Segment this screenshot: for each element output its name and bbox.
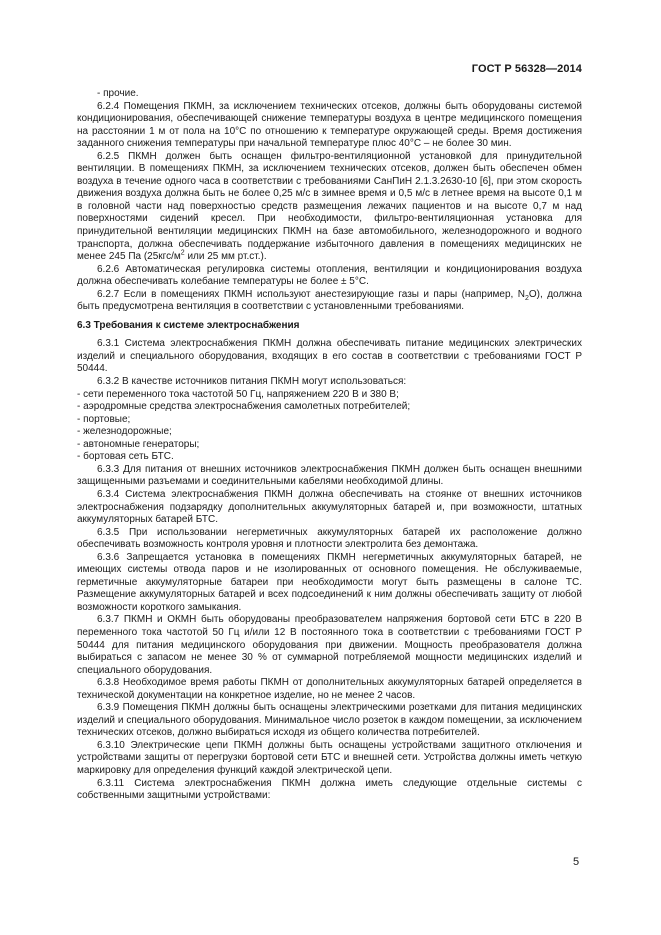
superscript: 2 [180,249,185,257]
standard-header: ГОСТ Р 56328—2014 [471,63,582,75]
list-item: - автономные генераторы; [77,438,200,450]
paragraph-text: 6.2.5 ПКМН должен быть оснащен фильтро-вентиляционной установкой для принудительной вентиляции. В помещениях ПКМН, за исключением технических отсеков, должен быть обеспечен обмен воздуха в течение одного часа в соответствии с требованиями СанПиН 2.1.3.2630-10 [6], при этом скорость движения воздуха должна быть не более 0,25 м/с в зимнее время и 0,5 м/с в летнее время на высоте 0,1 м в головной части над поверхностью средств размещения лежачих пациентов и на высоте 0,7 м над поверхностями сидений кресел. При необходимости, фильтро-вентиляционная установка для принудительной вентиляции медицинских ПКМН на базе автомобильного, железнодорожного и водного транспорта, должна обеспечивать поддержание избыточного давления в помещениях медицинских не менее 245 Па (25кгс/м [77,150,582,263]
paragraph-text: 6.2.7 Если в помещениях ПКМН используют анестезирующие газы и пары (например, N [97,288,525,300]
paragraph-6-3-2: 6.3.2 В качестве источников питания ПКМН могут использоваться: [97,376,407,388]
paragraph-text: или 25 мм рт.ст.). [184,251,267,263]
list-item: - сети переменного тока частотой 50 Гц, напряжением 220 В и 380 В; [77,388,399,400]
paragraph-6-3-6: 6.3.6 Запрещается установка в помещениях ПКМН негерметичных аккумуляторных батарей, не имеющих системы отвода паров и не изолированных от основного помещения. Не обслуживаемые, герметичные аккумуляторные батареи при необходимости могут быть размещены в салоне ТС. Размещение аккумуляторных батарей и всех подсоединений к ним должны обеспечивать защиту от любой возможности короткого замыкания. [77,551,582,613]
list-item: - портовые; [77,413,131,425]
paragraph-text: O), должна быть предусмотрена вентиляция в соответствии с установленными требованиями. [77,288,582,313]
paragraph-6-2-5 [77,151,582,264]
paragraph-6-3-8: 6.3.8 Необходимое время работы ПКМН от дополнительных аккумуляторных батарей определяется в технической документации на конкретное изделие, но не менее 2 часов. [77,677,582,701]
list-item: - аэродромные средства электроснабжения самолетных потребителей; [77,401,411,413]
subscript: 2 [524,294,529,302]
paragraph-6-3-3: 6.3.3 Для питания от внешних источников электроснабжения ПКМН должен быть оснащен внешними защищенными разъемами и соединительными кабелями необходимой длины. [77,463,582,488]
list-item: - железнодорожные; [77,426,172,438]
paragraph-6-3-10: 6.3.10 Электрические цепи ПКМН должны быть оснащены устройствами защитного отключения и устройствами защиты от перегрузки бортовой сети БТС и внешней сети. Устройства должны иметь четкую маркировку для определения функций каждой электрической цепи. [77,739,582,776]
page-number: 5 [573,856,580,868]
paragraph-6-2-4: 6.2.4 Помещения ПКМН, за исключением технических отсеков, должны быть оборудованы системой кондиционирования, обеспечивающей снижение температуры воздуха в центре медицинского помещения на расстоянии 1 м от пола на 10°С по отношению к температуре окружающей среды. Время достижения заданного снижения температуры при начальной температуре плюс 40°С – не более 30 мин. [77,100,582,150]
paragraph-6-2-6: 6.2.6 Автоматическая регулировка системы отопления, вентиляции и кондиционирования воздуха должна обеспечивать колебание температуры не более ± 5°С. [77,263,582,288]
paragraph-6-3-11: 6.3.11 Система электроснабжения ПКМН должна иметь следующие отдельные системы с собственными защитными устройствами: [77,777,582,802]
section-heading-6-3: 6.3 Требования к системе электроснабжения [77,319,300,331]
list-item: - бортовая сеть БТС. [77,451,174,463]
document-body [77,88,582,803]
list-item: - прочие. [97,88,139,99]
paragraph-6-3-4: 6.3.4 Система электроснабжения ПКМН должна обеспечивать на стоянке от внешних источников электроснабжения подзарядку дополнительных аккумуляторных батарей и, при возможности, штатных аккумуляторных батарей БТС. [77,488,582,526]
paragraph-6-3-1: 6.3.1 Система электроснабжения ПКМН должна обеспечивать питание медицинских электрических изделий и специального оборудования, входящих в его состав в соответствии с требованиями ГОСТ Р 50444. [77,338,582,375]
paragraph-6-2-7 [77,289,582,314]
paragraph-6-3-9: 6.3.9 Помещения ПКМН должны быть оснащены электрическими розетками для питания медицинских изделий и специального оборудования. Минимальное число розеток в каждом помещении, за исключением технических отсеков, должно выбираться исходя из общего количества потребителей. [77,702,582,739]
paragraph-6-3-5: 6.3.5 При использовании негерметичных аккумуляторных батарей их расположение должно обеспечивать возможность контроля уровня и плотности электролита без демонтажа. [77,526,582,551]
paragraph-6-3-7: 6.3.7 ПКМН и ОКМН быть оборудованы преобразователем напряжения бортовой сети БТС в 220 В переменного тока частотой 50 Гц и/или 12 В постоянного тока в соответствии с требованиями ГОСТ Р 50444 для питания медицинского оборудования при движении. Мощность преобразователя должна выбираться с запасом не менее 30 % от суммарной потребляемой мощности медицинских изделий и специального оборудования. [77,614,582,676]
